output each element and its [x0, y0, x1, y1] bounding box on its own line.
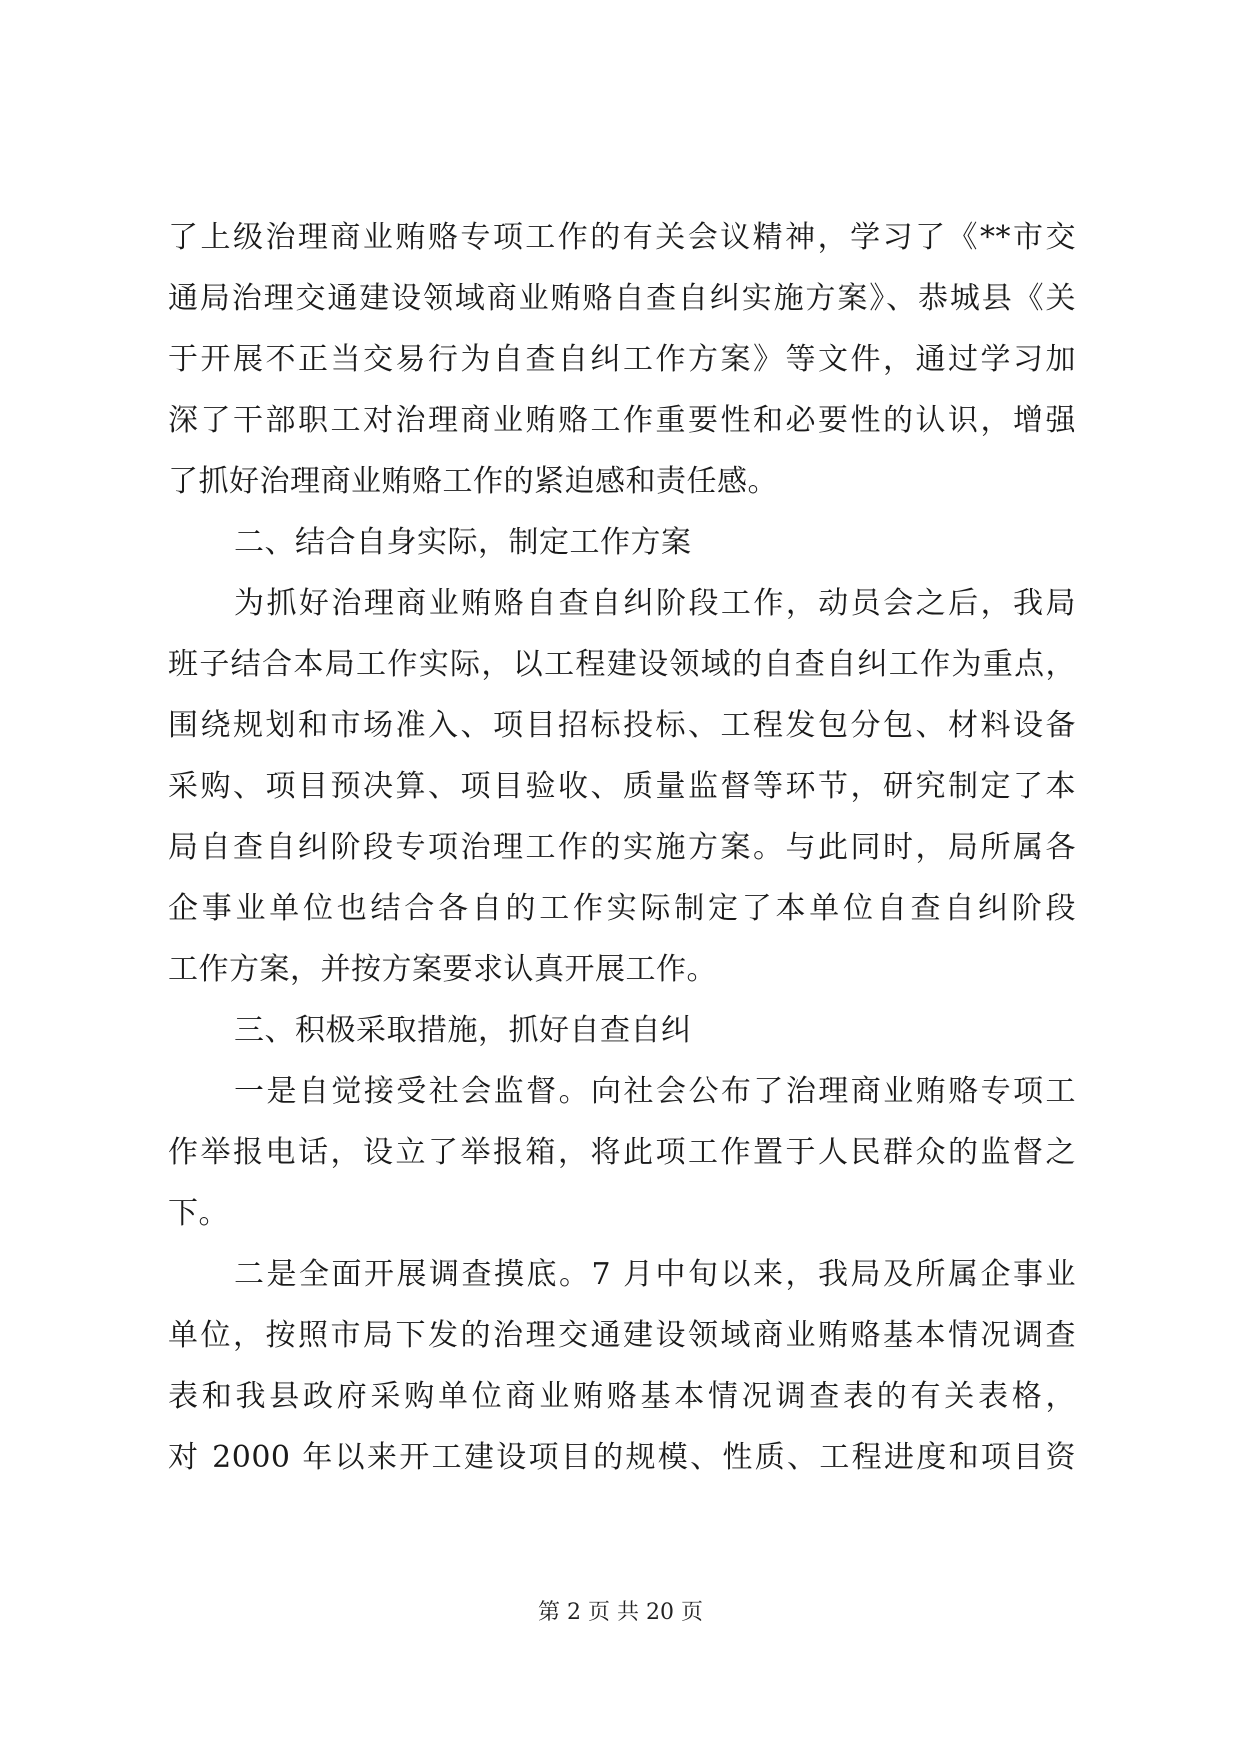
- paragraph-line: 单位，按照市局下发的治理交通建设领域商业贿赂基本情况调查: [168, 1318, 1076, 1353]
- paragraph-line: 下。: [168, 1196, 229, 1231]
- paragraph-line: 工作方案，并按方案要求认真开展工作。: [168, 952, 717, 987]
- paragraph-line: 局自查自纠阶段专项治理工作的实施方案。与此同时，局所属各: [168, 830, 1076, 865]
- paragraph-line: 深了干部职工对治理商业贿赂工作重要性和必要性的认识，增强: [168, 403, 1076, 438]
- section-heading: 三、积极采取措施，抓好自查自纠: [234, 1013, 692, 1048]
- paragraph-line: 围绕规划和市场准入、项目招标投标、工程发包分包、材料设备: [168, 708, 1076, 743]
- section-heading: 二、结合自身实际，制定工作方案: [234, 525, 692, 560]
- paragraph-line: 为抓好治理商业贿赂自查自纠阶段工作，动员会之后，我局: [234, 586, 1076, 621]
- page-number-footer: 第 2 页 共 20 页: [538, 1600, 703, 1625]
- paragraph-line: 二是全面开展调查摸底。7 月中旬以来，我局及所属企事业: [234, 1257, 1076, 1292]
- paragraph-line: 表和我县政府采购单位商业贿赂基本情况调查表的有关表格，: [168, 1379, 1076, 1414]
- paragraph-line: 通局治理交通建设领域商业贿赂自查自纠实施方案》、恭城县《关: [168, 281, 1076, 316]
- paragraph-line: 班子结合本局工作实际，以工程建设领域的自查自纠工作为重点，: [168, 647, 1076, 682]
- paragraph-line: 企事业单位也结合各自的工作实际制定了本单位自查自纠阶段: [168, 891, 1076, 926]
- paragraph-line: 了抓好治理商业贿赂工作的紧迫感和责任感。: [168, 464, 778, 499]
- paragraph-line: 采购、项目预决算、项目验收、质量监督等环节，研究制定了本: [168, 769, 1076, 804]
- paragraph-line: 一是自觉接受社会监督。向社会公布了治理商业贿赂专项工: [234, 1074, 1076, 1109]
- paragraph-line: 于开展不正当交易行为自查自纠工作方案》等文件，通过学习加: [168, 342, 1076, 377]
- paragraph-line: 了上级治理商业贿赂专项工作的有关会议精神，学习了《**市交: [168, 220, 1076, 255]
- document-body: [168, 207, 1076, 1488]
- paragraph-line: 作举报电话，设立了举报箱，将此项工作置于人民群众的监督之: [168, 1135, 1076, 1170]
- paragraph-line: 对 2000 年以来开工建设项目的规模、性质、工程进度和项目资: [168, 1440, 1076, 1475]
